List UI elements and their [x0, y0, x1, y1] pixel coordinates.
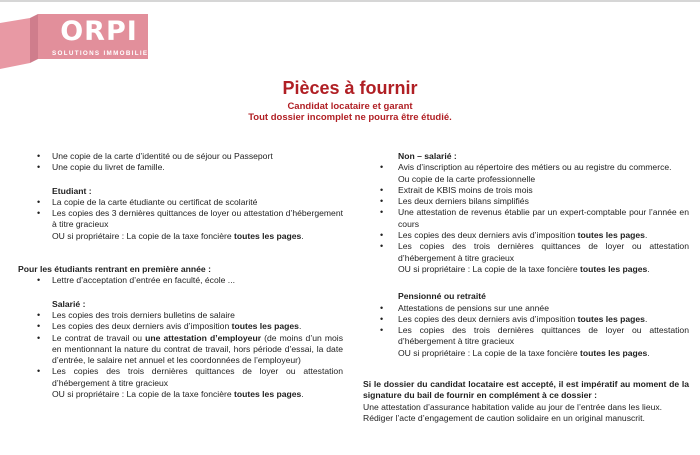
- item-text: [52, 208, 343, 231]
- item-text: [52, 310, 343, 321]
- list-item: [363, 325, 689, 359]
- bullet-list: [18, 151, 343, 174]
- item-text: [52, 197, 343, 208]
- text: Attestations de pensions sur une année: [398, 302, 549, 313]
- item-text: [398, 314, 689, 325]
- text: Lettre d’acceptation d’entrée en faculté, école ...: [52, 275, 235, 286]
- text: Les copies des deux derniers avis d’imposition: [398, 230, 578, 241]
- text: Ou copie de la carte professionnelle: [398, 173, 536, 184]
- text: (de moins d’un mois en mentionnant la nature du contrat de travail, hors période d’essai, la date d’entrée, le salaire net annuel et les coordonnées de l’employeur): [52, 332, 343, 366]
- text: Les copies des deux derniers avis d’imposition: [52, 321, 232, 332]
- list-item: [18, 162, 343, 173]
- list-item: [363, 207, 689, 230]
- list-item: [18, 321, 343, 332]
- section-heading: Etudiant :: [52, 185, 92, 196]
- bold-text: une attestation d’employeur: [145, 332, 262, 343]
- list-item: [18, 208, 343, 242]
- text: OU si propriétaire : La copie de la taxe foncière: [52, 230, 234, 241]
- item-text: [52, 275, 343, 286]
- item-text: [52, 162, 343, 173]
- item-text: [52, 333, 343, 367]
- list-item: [18, 197, 343, 208]
- bold-text: toutes les pages: [234, 230, 302, 241]
- text: Les copies des deux derniers avis d’imposition: [398, 313, 578, 324]
- section-heading: Pour les étudiants rentrant en première année :: [18, 264, 211, 275]
- section-heading: Pensionné ou retraité: [398, 291, 486, 302]
- closing-note-line: Rédiger l’acte d’engagement de caution solidaire en un original manuscrit.: [363, 412, 645, 423]
- right-column: [363, 151, 689, 424]
- bullet-list: [363, 303, 689, 359]
- closing-note-line: Une attestation d’assurance habitation valide au jour de l’entrée dans les lieux.: [363, 401, 663, 412]
- header-notice: Tout dossier incomplet ne pourra être étudié.: [248, 112, 452, 123]
- text: .: [647, 263, 650, 274]
- bullet-list: [18, 310, 343, 400]
- bold-text: toutes les pages: [577, 230, 645, 241]
- item-text: [398, 162, 689, 173]
- list-item: [18, 310, 343, 321]
- text: .: [301, 230, 304, 241]
- item-continuation: [398, 348, 689, 359]
- text: .: [647, 347, 650, 358]
- list-item: [18, 151, 343, 162]
- text: .: [644, 313, 648, 324]
- text: OU si propriétaire : La copie de la taxe foncière: [52, 389, 234, 400]
- document-header: [0, 78, 700, 123]
- text: .: [301, 389, 304, 400]
- text: Une copie de la carte d’identité ou de séjour ou Passeport: [52, 151, 273, 161]
- list-item: [363, 162, 689, 185]
- item-continuation: [52, 231, 343, 242]
- orpi-logo: [0, 6, 166, 72]
- text: OU si propriétaire : La copie de la taxe foncière: [398, 347, 580, 358]
- item-text: [398, 241, 689, 264]
- page-title: Pièces à fournir: [282, 78, 418, 98]
- item-continuation: [398, 264, 689, 275]
- list-item: [363, 196, 689, 207]
- left-column: [18, 151, 343, 400]
- item-continuation: [398, 174, 689, 185]
- text: Les copies des 3 dernières quittances de loyer ou attestation d’hébergement à titre gracieux: [52, 208, 343, 230]
- text: Les copies des trois dernières quittances de loyer ou attestation d’hébergement à titre gracieux: [398, 241, 689, 263]
- bullet-list: [18, 275, 343, 286]
- bold-text: toutes les pages: [234, 389, 302, 400]
- list-item: [18, 275, 343, 286]
- logo-tagline-text: SOLUTIONS IMMOBILIERES: [52, 50, 166, 57]
- text: Avis d’inscription au répertoire des métiers ou au registre du commerce.: [398, 162, 672, 173]
- text: Les copies des trois dernières quittances de loyer ou attestation d’hébergement à titre gracieux: [398, 325, 689, 347]
- item-text: [52, 366, 343, 389]
- text: Une copie du livret de famille.: [52, 162, 165, 173]
- list-item: [363, 185, 689, 196]
- list-item: [363, 314, 689, 325]
- text: .: [644, 230, 648, 241]
- section-heading: Non – salarié :: [398, 151, 457, 161]
- item-text: [398, 303, 689, 314]
- list-item: [363, 303, 689, 314]
- bold-text: toutes les pages: [580, 263, 648, 274]
- item-text: [398, 230, 689, 241]
- bullet-list: [363, 162, 689, 275]
- item-text: [398, 325, 689, 348]
- text: La copie de la carte étudiante ou certificat de scolarité: [52, 196, 258, 207]
- text: OU si propriétaire : La copie de la taxe foncière: [398, 263, 580, 274]
- closing-note: [363, 379, 689, 424]
- text: Une attestation de revenus établie par un expert-comptable pour l’année en cours: [398, 207, 689, 229]
- closing-note-line: Si le dossier du candidat locataire est accepté, il est impératif au moment de la signature du bail de fournir en complément à ce dossier :: [363, 379, 689, 401]
- list-item: [363, 230, 689, 241]
- header-subtitle: Candidat locataire et garant: [287, 101, 413, 112]
- text: Le contrat de travail ou: [52, 332, 146, 343]
- item-text: [398, 185, 689, 196]
- item-text: [52, 151, 343, 162]
- item-text: [52, 321, 343, 332]
- section-heading: Salarié :: [52, 298, 86, 309]
- logo-brand-text: ORPI: [60, 16, 138, 47]
- list-item: [18, 333, 343, 367]
- text: Les deux derniers bilans simplifiés: [398, 196, 529, 207]
- bullet-list: [18, 197, 343, 242]
- item-text: [398, 196, 689, 207]
- bold-text: toutes les pages: [580, 347, 648, 358]
- item-continuation: [52, 389, 343, 400]
- bold-text: toutes les pages: [231, 321, 299, 332]
- bold-text: toutes les pages: [577, 313, 645, 324]
- text: .: [298, 321, 302, 332]
- list-item: [363, 241, 689, 275]
- text: Les copies des trois dernières quittances de loyer ou attestation d’hébergement à titre gracieux: [52, 366, 343, 388]
- text: Les copies des trois derniers bulletins de salaire: [52, 309, 235, 320]
- text: Extrait de KBIS moins de trois mois: [398, 184, 533, 195]
- item-text: [398, 207, 689, 230]
- list-item: [18, 366, 343, 400]
